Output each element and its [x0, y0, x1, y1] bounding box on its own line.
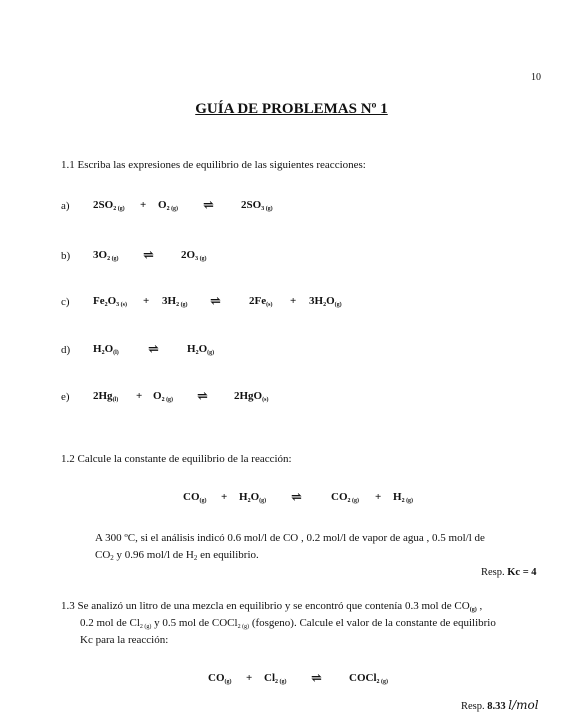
equation-c: [93, 295, 127, 308]
eq-d-r1a: 2: [101, 350, 105, 356]
eq-c-r1b: O: [107, 295, 117, 307]
eq-a-p1-wrap: [241, 199, 273, 212]
p13-eq-r2-wrap: [264, 672, 287, 685]
eq-c-r1a: 2: [104, 302, 108, 308]
eq-c-p2-sub: (g): [334, 302, 342, 308]
eq-e-p1: 2HgO: [234, 390, 263, 402]
eq-c-p1-sub: (s): [266, 302, 273, 308]
p13-resp-handwritten-unit: l/mol: [508, 698, 539, 712]
eq-d-p1-sub: (g): [207, 350, 215, 356]
p12-eq-p2-wrap: [393, 491, 413, 504]
eq-e-r1: 2Hg: [93, 390, 113, 402]
p12-line2-c: en equilibrio.: [197, 549, 259, 561]
equation-b: [93, 249, 119, 262]
eq-a-r1: 2SO: [93, 199, 114, 211]
eq-c-plus: +: [143, 295, 150, 307]
p13-eq-p1: COCl: [349, 672, 377, 684]
eq-b-p1: 2O: [181, 249, 196, 261]
eq-a-plus: +: [140, 199, 147, 211]
item-b-label: b): [61, 250, 71, 262]
p12-eq-p2: H: [393, 491, 402, 503]
p13-line2-sub: 2 (g): [139, 624, 152, 630]
equation-e: [93, 390, 118, 403]
p13-eq-r2-sub: 2 (g): [275, 679, 287, 685]
eq-a-p1-sub: 3 (g): [261, 206, 273, 212]
eq-c-r2: 3H: [162, 295, 177, 307]
p13-line1-b: ,: [476, 600, 483, 612]
p12-eq-r2: H: [239, 491, 248, 503]
eq-d-r1-sub: (l): [113, 350, 119, 356]
eq-b-arrow: ⇌: [143, 247, 154, 262]
eq-a-r2-sub: 2 (g): [166, 206, 179, 212]
eq-c-p2: 3H: [309, 295, 324, 307]
p13-eq-p1-sub: 2 (g): [376, 679, 388, 685]
p13-line1-sub: (g): [469, 607, 477, 613]
p12-eq-plus: +: [221, 491, 228, 503]
p13-line2-a: 0.2 mol de Cl: [80, 617, 140, 629]
p12-resp-label: Resp.: [481, 567, 505, 578]
eq-e-arrow: ⇌: [197, 388, 208, 403]
eq-e-r1-sub: (l): [112, 397, 119, 403]
p13-answer: [461, 698, 539, 712]
p12-eq-r1-sub: (g): [199, 498, 207, 504]
eq-d-p1-wrap: [187, 343, 214, 356]
p12-eq-r2b: O: [250, 491, 260, 503]
p13-eq-plus: +: [246, 672, 253, 684]
eq-a-r1-sub: 2 (g): [113, 206, 125, 212]
p13-line2-c: (fosgeno). Calcule el valor de la constante de equilibrio: [249, 617, 496, 629]
eq-d-p1: H: [187, 343, 196, 355]
eq-e-r2-sub: 2 (g): [161, 397, 174, 403]
p12-eq-p1-sub: 2 (g): [347, 498, 359, 504]
eq-c-p2a: 2: [323, 302, 327, 308]
p12-line2-sub: 2: [110, 554, 114, 562]
eq-b-r1-sub: 2 (g): [107, 256, 119, 262]
item-e-label: e): [61, 391, 70, 403]
eq-c-r2-wrap: [162, 295, 188, 308]
p12-eq-r1-wrap: [183, 491, 207, 504]
p12-eq-p1-wrap: [331, 491, 359, 504]
p13-eq-r1: CO: [208, 672, 225, 684]
eq-c-r1: Fe: [93, 295, 105, 307]
p13-line2-sub2: 2 (g): [237, 624, 250, 630]
equation-a: [93, 199, 125, 212]
p13-eq-arrow: ⇌: [311, 670, 322, 685]
p13-eq-r2: Cl: [264, 672, 275, 684]
p12-eq-plus2: +: [375, 491, 382, 503]
page-number: 10: [531, 72, 541, 83]
item-c-label: c): [61, 296, 70, 308]
p12-eq-r1: CO: [183, 491, 200, 503]
eq-e-r2-wrap: [153, 390, 173, 403]
p13-line1-a: 1.3 Se analizó un litro de una mezcla en equilibrio y se encontró que contenía 0.3 mol de CO: [61, 600, 470, 612]
equation-d: [93, 343, 119, 356]
eq-e-plus: +: [136, 390, 143, 402]
eq-d-r1: H: [93, 343, 102, 355]
p13-text-line-3: Kc para la reacción:: [80, 634, 169, 646]
eq-c-plus2: +: [290, 295, 297, 307]
problem-1-1-prompt: 1.1 Escriba las expresiones de equilibrio de las siguientes reacciones:: [61, 159, 366, 171]
eq-b-r1: 3O: [93, 249, 108, 261]
eq-c-p2-wrap: [309, 295, 342, 308]
p13-eq-r1-sub: (g): [224, 679, 232, 685]
eq-e-p1-sub: (s): [262, 397, 269, 403]
eq-b-p1-wrap: [181, 249, 207, 262]
p12-eq-r2-wrap: [239, 491, 266, 504]
item-d-label: d): [61, 344, 71, 356]
eq-d-r1b: O: [104, 343, 114, 355]
eq-e-p1-wrap: [234, 390, 268, 403]
p12-line2-sub2: 2: [193, 554, 198, 562]
eq-b-p1-sub: 3 (g): [195, 256, 207, 262]
p12-line2-a: CO: [95, 549, 111, 561]
page-title: GUÍA DE PROBLEMAS Nº 1: [195, 101, 388, 117]
eq-c-r2-sub: 2 (g): [176, 302, 188, 308]
eq-d-p1b: O: [198, 343, 208, 355]
p12-text-line-1: A 300 ºC, si el análisis indicó 0.6 mol/l de CO , 0.2 mol/l de vapor de agua , 0.5 mol/l de: [95, 532, 485, 544]
p13-line2-b: y 0.5 mol de COCl: [151, 617, 238, 629]
eq-c-p1: 2Fe: [249, 295, 267, 307]
p12-answer: [481, 567, 537, 578]
p13-eq-p1-wrap: [349, 672, 388, 685]
problem-1-2-prompt: 1.2 Calcule la constante de equilibrio de la reacción:: [61, 453, 292, 465]
p13-eq-r1-wrap: [208, 672, 232, 685]
eq-c-p2b: O: [326, 295, 335, 307]
eq-d-arrow: ⇌: [148, 341, 159, 356]
eq-c-p1-wrap: [249, 295, 272, 308]
eq-a-p1: 2SO: [241, 199, 262, 211]
p12-eq-p1: CO: [331, 491, 348, 503]
eq-d-p1a: 2: [195, 350, 199, 356]
item-a-label: a): [61, 200, 70, 212]
eq-a-r2-wrap: [158, 199, 178, 212]
p12-eq-arrow: ⇌: [291, 489, 302, 504]
p12-text-line-2: [95, 547, 259, 567]
p13-resp-value: 8.33: [487, 701, 506, 712]
p13-resp-label: Resp.: [461, 701, 485, 712]
p12-resp-value: Kc = 4: [507, 567, 537, 578]
eq-c-r1-sub: 3 (s): [116, 302, 128, 308]
eq-e-r2: O: [153, 390, 162, 402]
p12-eq-r2a: 2: [247, 498, 251, 504]
eq-c-arrow: ⇌: [210, 293, 221, 308]
p12-line2-b: y 0.96 mol/l de H: [113, 549, 194, 561]
p12-eq-p2-sub: 2 (g): [401, 498, 414, 504]
eq-a-arrow: ⇌: [203, 197, 214, 212]
p12-eq-r2-sub: (g): [259, 498, 267, 504]
eq-a-r2: O: [158, 199, 167, 211]
